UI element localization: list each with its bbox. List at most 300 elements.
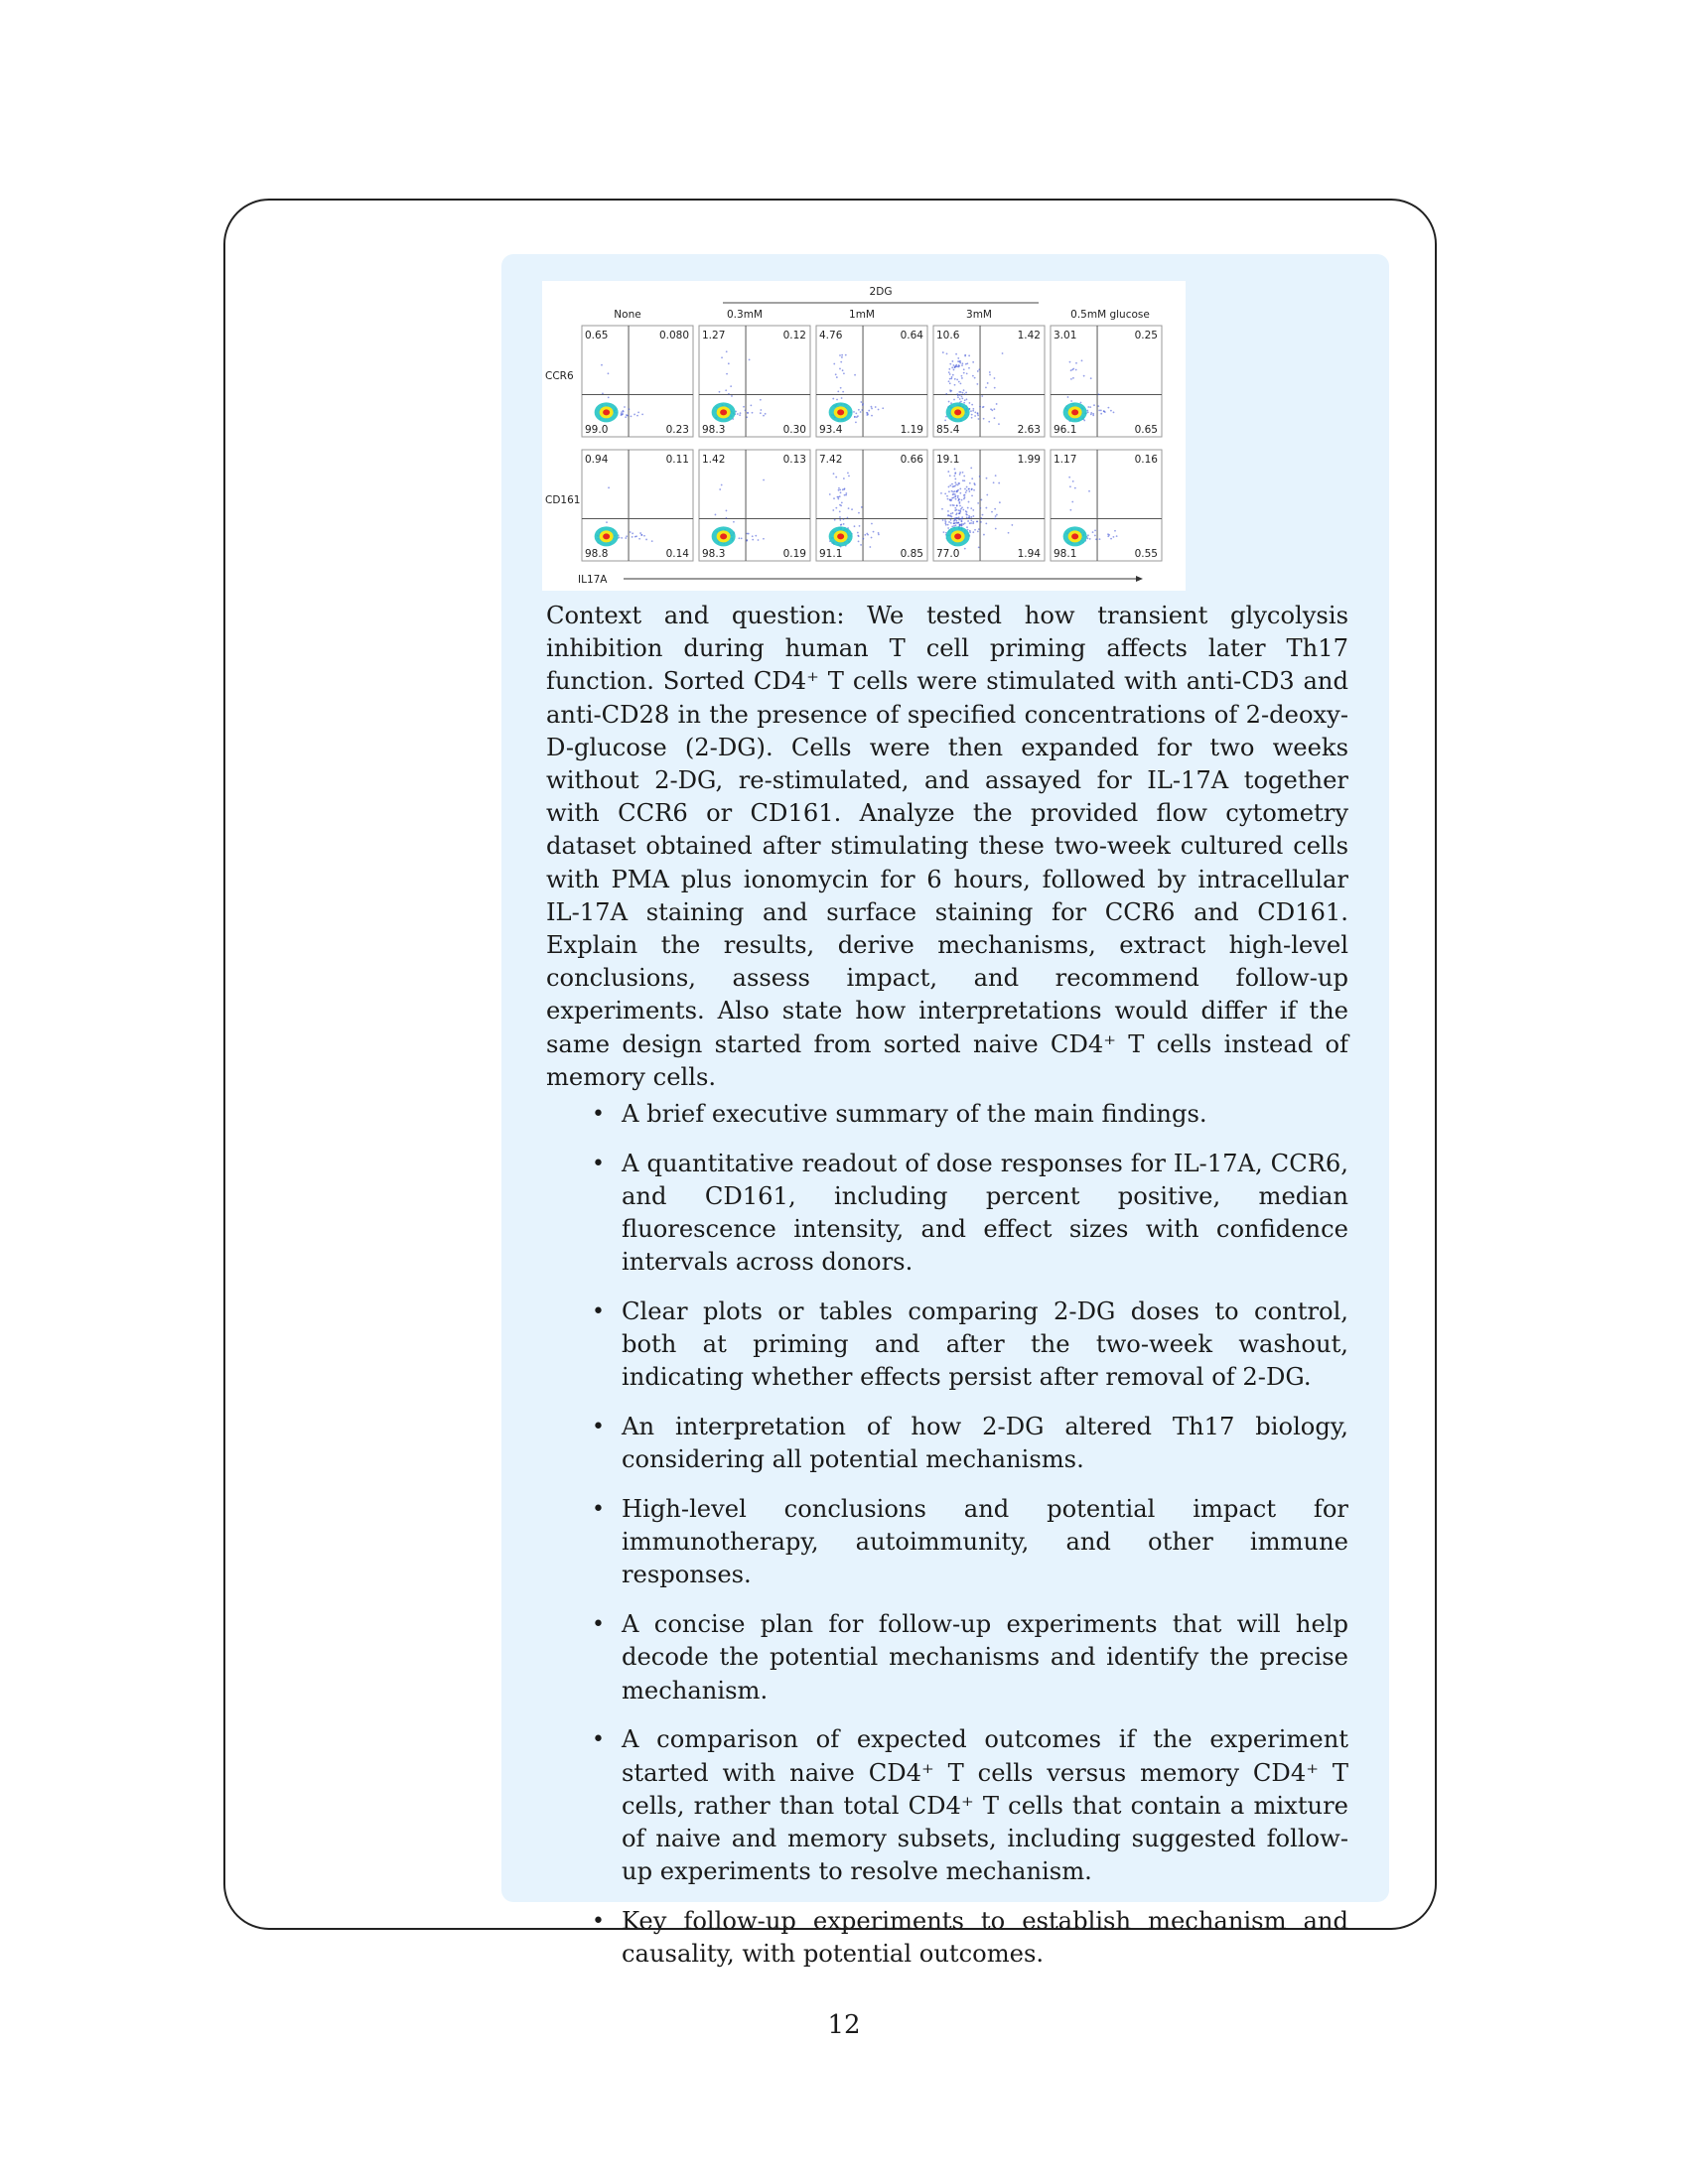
event-dot (755, 535, 757, 537)
event-dot (844, 494, 846, 496)
event-dot (995, 515, 997, 517)
event-dot (606, 521, 608, 523)
density-hot (1071, 533, 1078, 539)
event-dot (1072, 368, 1074, 370)
event-dot (959, 525, 961, 527)
event-dot (1070, 400, 1072, 402)
event-dot (946, 495, 948, 497)
event-dot (719, 488, 721, 490)
event-dot (631, 416, 633, 418)
event-dot (962, 509, 964, 511)
list-item (546, 1098, 1348, 1131)
event-dot (954, 519, 956, 521)
event-dot (996, 514, 998, 516)
quadrant-value-br: 0.55 (1134, 548, 1158, 560)
event-dot (848, 507, 850, 509)
quadrant-value-br: 2.63 (1017, 424, 1041, 436)
event-dot (843, 478, 845, 479)
arrow-head-icon (1136, 576, 1143, 582)
event-dot (752, 539, 754, 541)
event-dot (970, 522, 972, 524)
event-dot (947, 510, 949, 512)
event-dot (961, 396, 963, 398)
event-dot (860, 411, 862, 413)
event-dot (947, 514, 949, 516)
event-dot (964, 355, 966, 357)
event-dot (878, 532, 880, 534)
event-dot (739, 414, 741, 416)
event-dot (972, 515, 974, 517)
event-dot (621, 537, 623, 539)
event-dot (955, 520, 957, 522)
event-dot (1081, 359, 1083, 361)
quadrant-value-bl: 98.3 (702, 424, 726, 436)
event-dot (955, 522, 957, 524)
event-dot (998, 423, 1000, 425)
event-dot (993, 408, 995, 410)
event-dot (862, 538, 864, 540)
event-dot (636, 415, 638, 417)
event-dot (748, 533, 750, 535)
treatment-label: 2DG (869, 286, 893, 298)
quadrant-value-bl: 93.4 (819, 424, 843, 436)
event-dot (981, 395, 983, 397)
event-dot (1088, 490, 1090, 492)
event-dot (1067, 396, 1069, 398)
event-dot (730, 385, 732, 387)
plot-frame (699, 326, 810, 437)
event-dot (958, 516, 960, 518)
event-dot (765, 413, 767, 415)
event-dot (957, 495, 959, 497)
event-dot (989, 371, 991, 373)
event-dot (953, 369, 955, 371)
flow-cytometry-svg (542, 281, 1186, 591)
event-dot (601, 364, 603, 366)
event-dot (966, 362, 968, 364)
event-dot (1097, 405, 1099, 407)
bullet-text: A concise plan for follow-up experiments that will help decode the potential mechanisms and identify the precise mechanism. (622, 1610, 1348, 1705)
event-dot (839, 354, 841, 356)
event-dot (837, 498, 839, 500)
event-dot (950, 513, 952, 515)
quadrant-value-tl: 0.94 (585, 454, 609, 466)
event-dot (949, 475, 951, 477)
event-dot (855, 421, 857, 423)
event-dot (954, 384, 956, 386)
event-dot (979, 406, 981, 408)
event-dot (962, 392, 964, 394)
event-dot (954, 522, 956, 524)
bullet-icon: • (592, 1102, 605, 1128)
quadrant-value-tr: 1.42 (1017, 330, 1041, 341)
event-dot (961, 520, 963, 522)
event-dot (970, 410, 972, 412)
event-dot (833, 473, 835, 475)
event-dot (948, 521, 950, 523)
event-dot (834, 519, 836, 521)
bullet-text: A comparison of expected outcomes if the experiment started with naive CD4⁺ T cells versus memory CD4⁺ T cells, rather than total CD4⁺ T cells that contain a mixture of naive and memory subsets, including suggested follow-up experiments to resolve mechanism. (622, 1725, 1348, 1886)
event-dot (972, 521, 974, 523)
event-dot (980, 499, 982, 501)
event-dot (953, 504, 955, 506)
question-text (546, 600, 1348, 1987)
event-dot (987, 382, 989, 384)
event-dot (950, 522, 952, 524)
event-dot (873, 531, 875, 533)
event-dot (619, 537, 621, 539)
event-dot (977, 414, 979, 416)
list-item (546, 1411, 1348, 1476)
event-dot (956, 379, 958, 381)
event-dot (832, 509, 834, 511)
event-dot (968, 488, 970, 490)
bullet-text: High-level conclusions and potential impact for immunotherapy, autoimmunity, and other immune responses. (622, 1495, 1348, 1589)
density-hot (837, 409, 844, 415)
event-dot (878, 409, 880, 411)
event-dot (964, 548, 966, 550)
event-dot (1113, 536, 1115, 538)
event-dot (966, 517, 968, 519)
event-dot (960, 401, 962, 403)
event-dot (625, 416, 627, 418)
event-dot (955, 498, 957, 500)
event-dot (986, 494, 988, 496)
event-dot (719, 391, 721, 393)
event-dot (990, 408, 992, 410)
event-dot (621, 414, 623, 416)
event-dot (951, 366, 953, 368)
event-dot (982, 514, 984, 516)
event-dot (980, 517, 982, 519)
event-dot (974, 415, 976, 417)
event-dot (763, 479, 765, 481)
event-dot (1072, 480, 1074, 482)
event-dot (944, 419, 946, 421)
event-dot (956, 512, 958, 514)
quadrant-value-tl: 1.17 (1054, 454, 1077, 466)
event-dot (970, 516, 972, 518)
event-dot (965, 491, 967, 493)
density-hot (603, 409, 610, 415)
event-dot (959, 511, 961, 513)
event-dot (1114, 530, 1116, 532)
event-dot (629, 408, 631, 410)
event-dot (974, 411, 976, 413)
event-dot (968, 517, 970, 519)
event-dot (835, 477, 837, 478)
bullet-icon: • (592, 1151, 605, 1176)
event-dot (970, 468, 972, 470)
event-dot (836, 376, 838, 378)
event-dot (844, 487, 846, 489)
event-dot (957, 484, 959, 486)
event-dot (977, 370, 979, 372)
event-dot (970, 519, 972, 521)
event-dot (633, 414, 635, 416)
event-dot (861, 506, 863, 508)
event-dot (866, 412, 868, 414)
event-dot (945, 521, 947, 523)
page-number: 12 (827, 2010, 861, 2040)
event-dot (966, 514, 968, 516)
event-dot (745, 409, 747, 411)
event-dot (728, 362, 730, 364)
event-dot (947, 498, 949, 500)
event-dot (957, 396, 959, 398)
event-dot (868, 410, 870, 412)
event-dot (961, 523, 963, 525)
event-dot (1093, 404, 1095, 406)
event-dot (969, 482, 971, 484)
event-dot (1107, 407, 1109, 409)
quadrant-value-tl: 3.01 (1054, 330, 1077, 341)
bullet-text: Key follow-up experiments to establish mechanism and causality, with potential outcomes. (622, 1906, 1348, 1969)
quadrant-value-bl: 85.4 (936, 424, 960, 436)
event-dot (976, 520, 978, 522)
event-dot (747, 412, 749, 414)
event-dot (643, 535, 645, 537)
event-dot (875, 406, 877, 408)
event-dot (861, 409, 863, 411)
event-dot (953, 364, 955, 366)
quadrant-value-br: 0.85 (900, 548, 923, 560)
event-dot (942, 351, 944, 353)
event-dot (746, 539, 748, 541)
event-dot (970, 507, 972, 509)
event-dot (958, 482, 960, 484)
event-dot (959, 394, 961, 396)
event-dot (947, 524, 949, 526)
event-dot (940, 492, 942, 494)
event-dot (959, 472, 961, 474)
event-dot (1089, 538, 1091, 540)
event-dot (848, 476, 850, 478)
event-dot (949, 363, 951, 365)
event-dot (1075, 369, 1077, 371)
event-dot (1072, 377, 1074, 379)
event-dot (961, 516, 963, 518)
event-dot (965, 510, 967, 512)
event-dot (726, 373, 728, 375)
event-dot (972, 509, 974, 511)
event-dot (1083, 375, 1085, 377)
event-dot (954, 473, 956, 475)
event-dot (839, 495, 841, 497)
event-dot (954, 490, 956, 492)
quadrant-value-bl: 98.3 (702, 548, 726, 560)
event-dot (835, 373, 837, 375)
event-dot (839, 519, 841, 521)
event-dot (869, 546, 871, 548)
event-dot (833, 497, 835, 499)
event-dot (832, 398, 834, 400)
event-dot (994, 417, 996, 419)
event-dot (966, 526, 968, 528)
event-dot (977, 412, 979, 414)
event-dot (1090, 377, 1092, 379)
event-dot (979, 507, 981, 509)
event-dot (856, 416, 858, 418)
event-dot (983, 534, 985, 536)
event-dot (1116, 535, 1118, 537)
event-dot (860, 401, 862, 403)
event-dot (758, 539, 760, 541)
event-dot (760, 399, 762, 401)
event-dot (746, 416, 748, 418)
event-dot (621, 411, 623, 413)
event-dot (943, 531, 945, 533)
quadrant-value-br: 0.19 (782, 548, 806, 560)
bullet-icon: • (592, 1415, 605, 1440)
event-dot (973, 489, 975, 491)
event-dot (608, 372, 610, 374)
event-dot (993, 481, 995, 483)
event-dot (838, 489, 840, 491)
event-dot (959, 502, 961, 504)
event-dot (838, 487, 840, 489)
event-dot (959, 492, 961, 494)
event-dot (978, 528, 980, 530)
event-dot (985, 507, 987, 509)
event-dot (651, 540, 653, 542)
quadrant-value-tr: 0.64 (900, 330, 923, 341)
event-dot (958, 391, 960, 393)
event-dot (1095, 538, 1097, 540)
quadrant-value-br: 0.30 (782, 424, 806, 436)
event-dot (947, 527, 949, 529)
event-dot (752, 535, 754, 537)
event-dot (961, 397, 963, 399)
event-dot (743, 406, 745, 408)
event-dot (963, 389, 965, 391)
event-dot (949, 373, 951, 375)
event-dot (837, 496, 839, 498)
event-dot (1110, 410, 1112, 412)
quadrant-value-bl: 91.1 (819, 548, 843, 560)
event-dot (608, 396, 610, 398)
condition-label: 0.5mM glucose (1070, 309, 1150, 321)
event-dot (1075, 362, 1077, 364)
density-hot (720, 533, 727, 539)
event-dot (871, 537, 873, 539)
density-hot (954, 409, 961, 415)
event-dot (951, 360, 953, 362)
event-dot (626, 535, 628, 537)
quadrant-value-bl: 77.0 (936, 548, 960, 560)
event-dot (851, 508, 853, 510)
event-dot (958, 498, 960, 500)
event-dot (964, 488, 966, 490)
event-dot (847, 517, 849, 519)
quadrant-value-tr: 0.66 (900, 454, 923, 466)
event-dot (1107, 535, 1109, 537)
event-dot (635, 535, 637, 537)
event-dot (958, 519, 960, 521)
event-dot (1100, 413, 1102, 415)
quadrant-value-tr: 0.12 (782, 330, 806, 341)
event-dot (842, 391, 844, 393)
event-dot (978, 418, 980, 420)
event-dot (630, 531, 632, 533)
event-dot (1070, 369, 1072, 371)
event-dot (974, 529, 976, 531)
event-dot (842, 369, 844, 371)
quadrant-value-tr: 0.16 (1134, 454, 1158, 466)
event-dot (953, 525, 955, 527)
event-dot (969, 531, 971, 533)
event-dot (953, 399, 955, 401)
density-hot (954, 533, 961, 539)
event-dot (974, 483, 976, 485)
event-dot (1008, 532, 1010, 534)
event-dot (1002, 352, 1004, 354)
density-hot (1071, 409, 1078, 415)
event-dot (867, 534, 869, 536)
event-dot (966, 489, 968, 491)
event-dot (1071, 501, 1073, 503)
plot-frame (582, 326, 693, 437)
event-dot (721, 484, 723, 486)
event-dot (645, 539, 647, 541)
bullet-icon: • (592, 1727, 605, 1753)
event-dot (952, 493, 954, 495)
event-dot (951, 525, 953, 527)
event-dot (840, 387, 842, 389)
event-dot (858, 409, 860, 411)
event-dot (991, 511, 993, 513)
event-dot (763, 538, 765, 540)
event-dot (994, 377, 996, 379)
event-dot (1100, 410, 1102, 412)
event-dot (976, 383, 978, 385)
event-dot (948, 401, 950, 403)
event-dot (985, 387, 987, 389)
event-dot (1107, 533, 1109, 535)
event-dot (944, 522, 946, 524)
event-dot (1094, 535, 1096, 537)
event-dot (950, 519, 952, 521)
event-dot (839, 368, 841, 370)
quadrant-value-tr: 0.11 (665, 454, 689, 466)
event-dot (1113, 411, 1115, 413)
event-dot (954, 485, 956, 487)
event-dot (963, 476, 965, 478)
event-dot (954, 507, 956, 509)
event-dot (998, 482, 1000, 484)
event-dot (977, 530, 979, 532)
event-dot (1087, 406, 1089, 408)
event-dot (971, 494, 973, 496)
condition-label: None (614, 309, 641, 321)
list-item (546, 1608, 1348, 1707)
bullet-text: Clear plots or tables comparing 2-DG doses to control, both at priming and after the two-week washout, indicating whether effects persist after removal of 2-DG. (622, 1297, 1348, 1392)
event-dot (749, 358, 751, 360)
bullet-icon: • (592, 1299, 605, 1325)
event-dot (871, 523, 873, 525)
event-dot (632, 536, 633, 538)
event-dot (640, 534, 642, 536)
event-dot (954, 481, 956, 483)
quadrant-value-tr: 0.080 (658, 330, 689, 341)
event-dot (1098, 393, 1100, 395)
event-dot (963, 372, 965, 374)
event-dot (958, 381, 960, 383)
event-dot (878, 534, 880, 536)
event-dot (763, 415, 765, 417)
event-dot (949, 484, 951, 486)
event-dot (858, 540, 860, 542)
